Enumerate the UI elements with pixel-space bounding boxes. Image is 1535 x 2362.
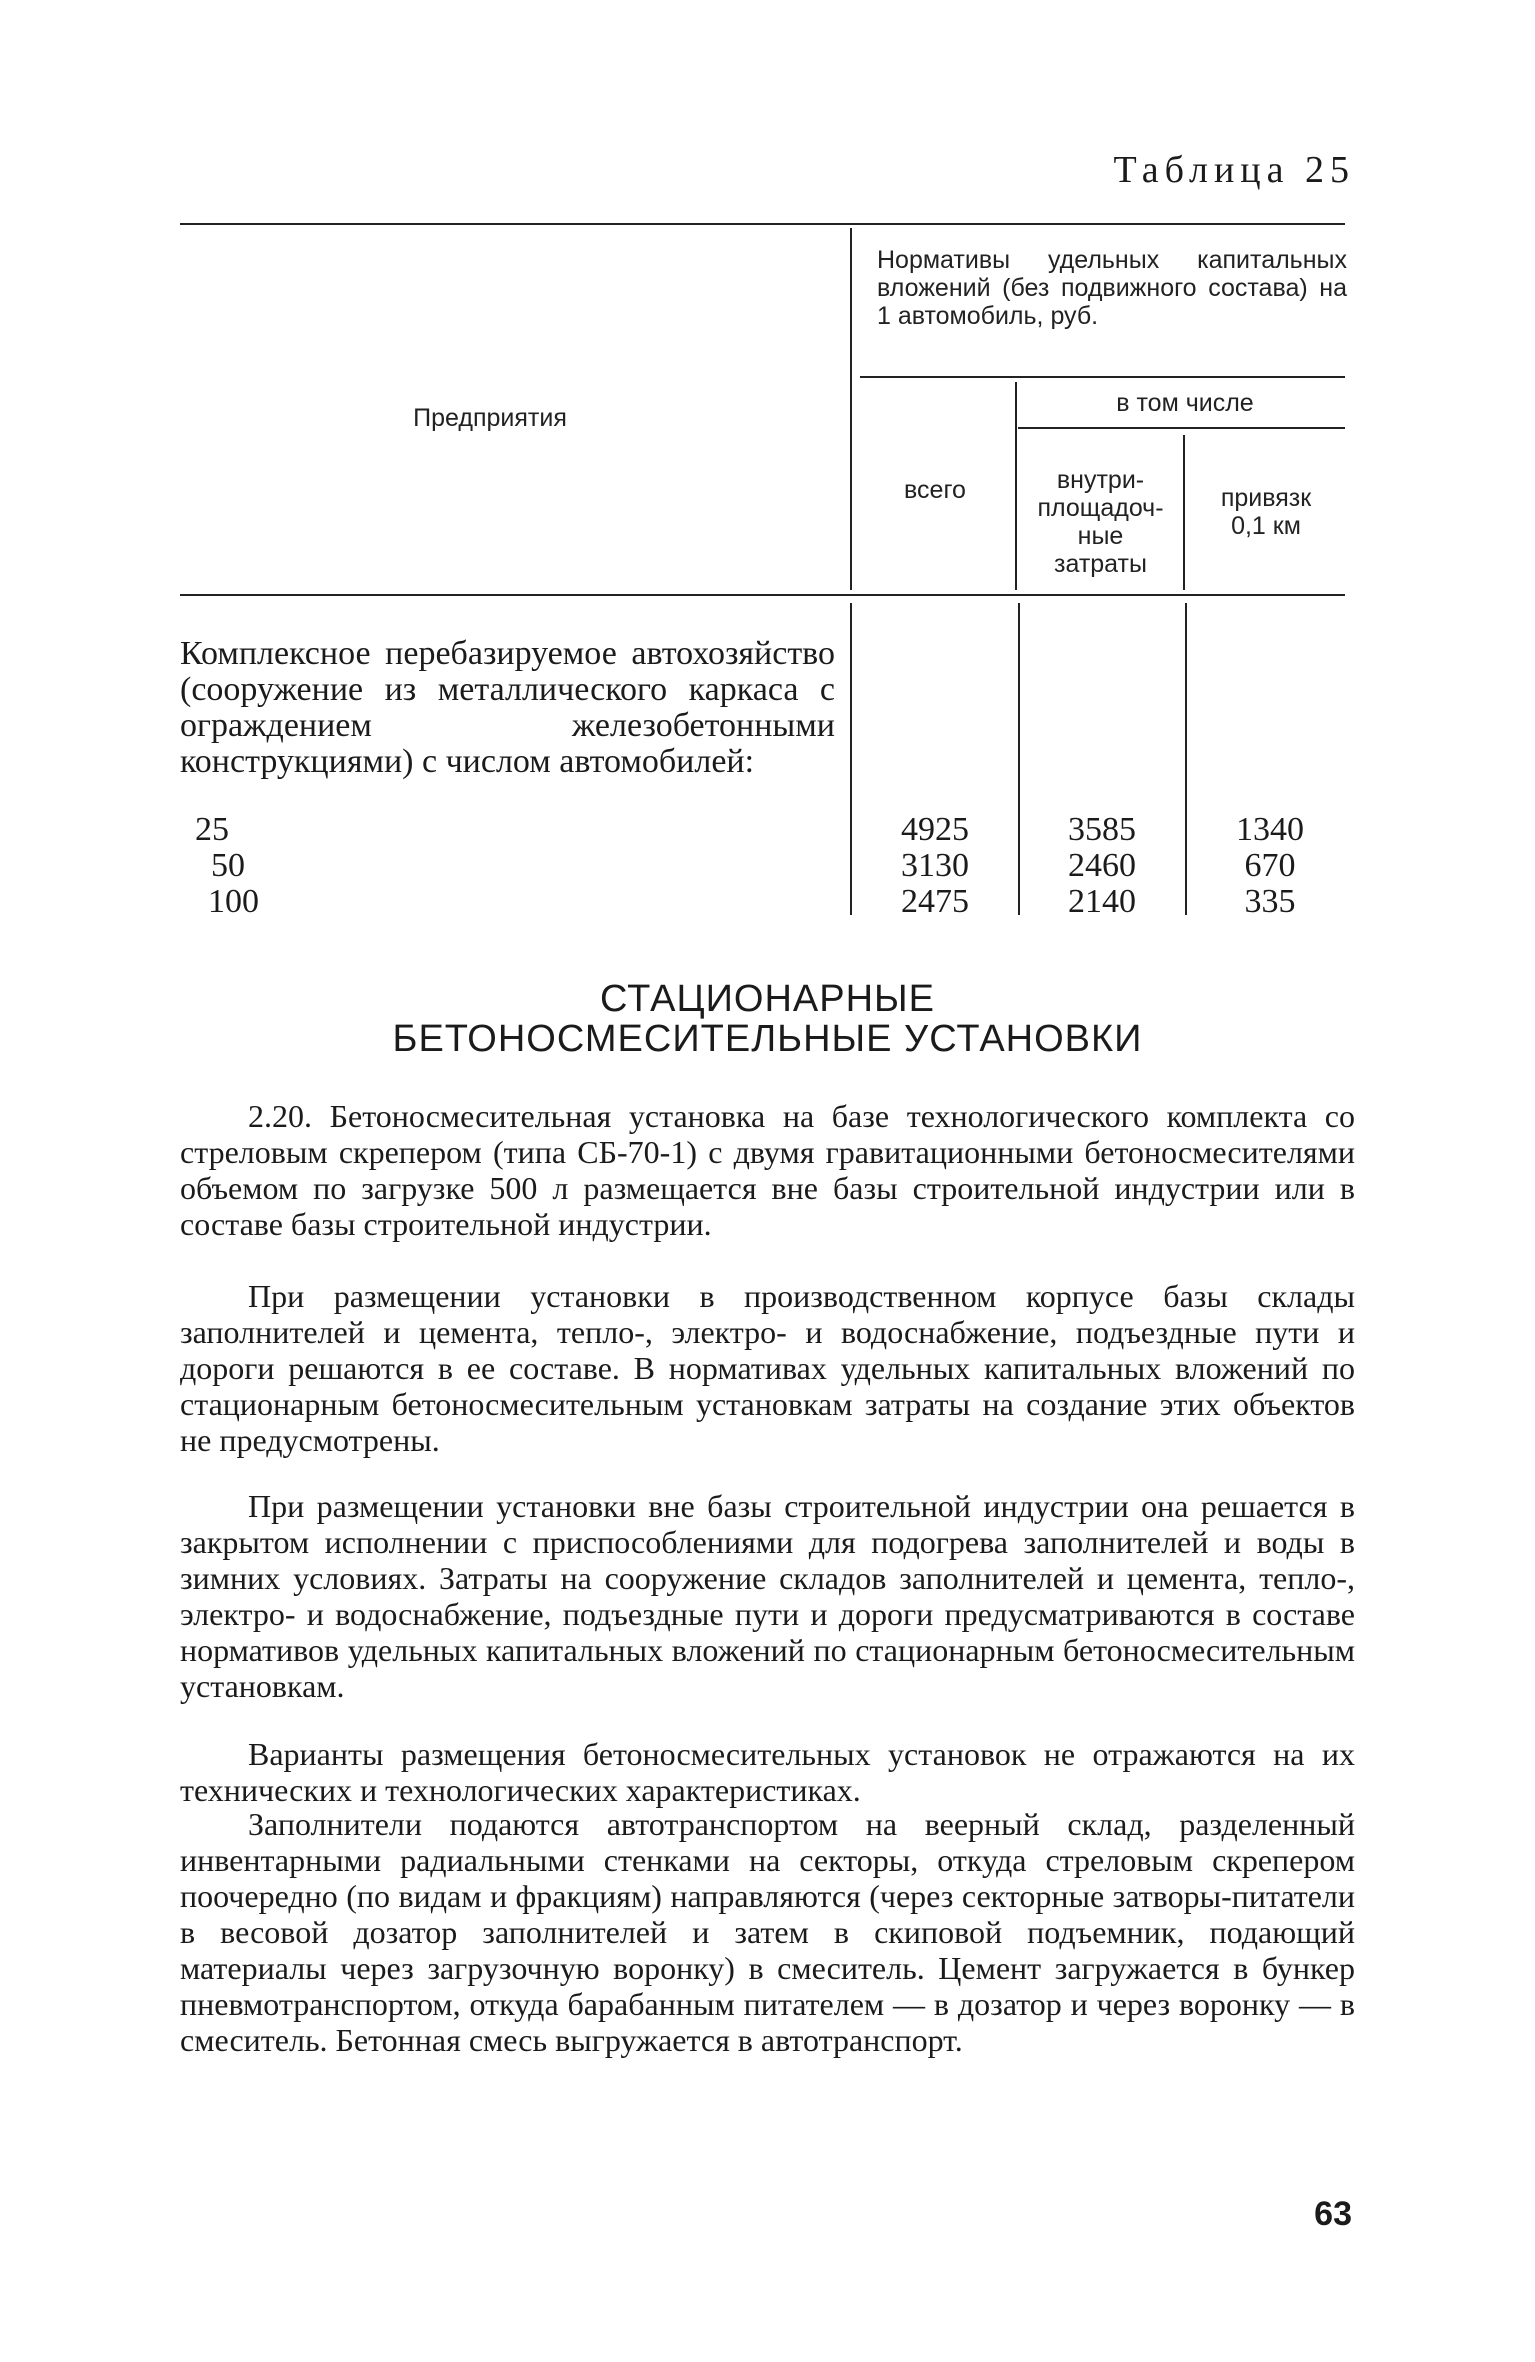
header-vline-1	[850, 228, 852, 590]
header-on-site-line-4: затраты	[1054, 550, 1147, 578]
header-total: всего	[904, 476, 966, 504]
table-caption: Таблица 25	[1113, 149, 1355, 191]
including-underline-rule	[1018, 427, 1345, 429]
header-linkage-line-1: привязк	[1220, 484, 1312, 512]
header-on-site-costs	[1018, 466, 1183, 578]
norms-underline-rule	[860, 376, 1345, 378]
header-vline-3	[1183, 435, 1185, 590]
paragraph-placement-in-building: При размещении установки в производственном корпусе базы склады заполнителей и цемента, тепло-, электро- и водоснабжение, подъездные пути и дороги решаются в ее составе. В нормативах удельных капитальных вложений по стационарным бетоносмесительным установкам затраты на создание этих объектов не предусмотрены.	[180, 1278, 1355, 1458]
row-25-count: 25	[195, 811, 229, 848]
header-on-site-line-2: площадоч-	[1037, 494, 1164, 522]
row-25-total: 4925	[901, 811, 969, 848]
header-linkage	[1187, 484, 1345, 540]
header-linkage-line-2: 0,1 км	[1231, 512, 1301, 540]
paragraph-aggregates: Заполнители подаются автотранспортом на веерный склад, разделенный инвентарными радиальными стенками на секторы, откуда стреловым скрепером поочередно (по видам и фракциям) направляются (через секторные затворы-питатели в весовой дозатор заполнителей и затем в скиповой подъемник, подающий материалы через загрузочную воронку) в смеситель. Цемент загружается в бункер пневмотранспортом, откуда барабанным питателем — в дозатор и через воронку — в смеситель. Бетонная смесь выгружается в автотранспорт.	[180, 1806, 1355, 2058]
body-vline-2	[1018, 603, 1020, 915]
row-25-linkage: 1340	[1236, 811, 1304, 848]
row-100-total: 2475	[901, 883, 969, 920]
body-vline-3	[1185, 603, 1187, 915]
row-100-linkage: 335	[1244, 883, 1296, 920]
row-50-on-site: 2460	[1068, 847, 1136, 884]
paragraph-placement-outside: При размещении установки вне базы строительной индустрии она решается в закрытом исполнении с приспособлениями для подогрева заполнителей и воды в зимних условиях. Затраты на сооружение складов заполнителей и цемента, тепло-, электро- и водоснабжение, подъездные пути и дороги предусматриваются в составе нормативов удельных капитальных вложений по стационарным бетоносмесительным установкам.	[180, 1488, 1355, 1704]
body-vline-1	[850, 603, 852, 915]
row-50-total: 3130	[901, 847, 969, 884]
section-title-line-2: БЕТОНОСМЕСИТЕЛЬНЫЕ УСТАНОВКИ	[392, 1018, 1143, 1060]
row-25-on-site: 3585	[1068, 811, 1136, 848]
header-including: в том числе	[1116, 389, 1254, 417]
row-50-count: 50	[211, 847, 245, 884]
paragraph-2-20: 2.20. Бетоносмесительная установка на базе технологического комплекта со стреловым скрепером (типа СБ-70-1) с двумя гравитационными бетоносмесителями объемом по загрузке 500 л размещается вне базы строительной индустрии или в составе базы строительной индустрии.	[180, 1098, 1355, 1242]
row-100-on-site: 2140	[1068, 883, 1136, 920]
row-description: Комплексное перебазируемое автохозяйство (сооружение из металлического каркаса с ограждением железобетонными конструкциями) с числом автомобилей:	[180, 635, 835, 780]
page-number: 63	[1314, 2195, 1352, 2233]
header-norms: Нормативы удельных капитальных вложений (без подвижного состава) на 1 автомобиль, руб.	[877, 246, 1347, 330]
section-title-line-1: СТАЦИОНАРНЫЕ	[599, 978, 936, 1020]
header-on-site-line-1: внутри-	[1056, 466, 1145, 494]
header-on-site-line-3: ные	[1077, 522, 1124, 550]
row-50-linkage: 670	[1244, 847, 1296, 884]
row-100-count: 100	[208, 883, 259, 920]
header-enterprises: Предприятия	[413, 404, 567, 432]
header-vline-2	[1015, 382, 1017, 590]
header-bottom-rule	[180, 594, 1345, 596]
table-top-rule	[180, 223, 1345, 225]
paragraph-variants: Варианты размещения бетоносмесительных установок не отражаются на их технических и технологических характеристиках.	[180, 1736, 1355, 1808]
